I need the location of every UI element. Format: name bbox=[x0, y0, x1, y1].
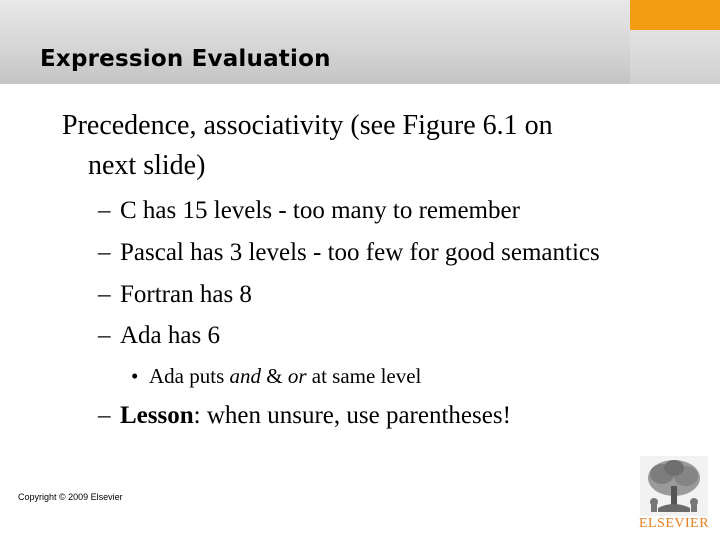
bullet-prefix: Ada puts bbox=[149, 364, 230, 388]
dash-marker: – bbox=[98, 402, 111, 429]
accent-gray-block bbox=[630, 30, 720, 84]
sub-bullet-text: Fortran has 8 bbox=[120, 281, 252, 308]
sub-bullet-fortran bbox=[98, 280, 252, 310]
sub-sub-bullet-ada-level bbox=[131, 362, 421, 390]
copyright-notice: Copyright © 2009 Elsevier bbox=[18, 492, 123, 502]
elsevier-logo bbox=[636, 456, 712, 536]
dash-marker: – bbox=[98, 281, 111, 308]
dash-marker: – bbox=[98, 197, 111, 224]
lesson-text: : when unsure, use parentheses! bbox=[193, 402, 511, 429]
main-bullet-line2: next slide) bbox=[88, 150, 206, 181]
keyword-or: or bbox=[287, 364, 307, 388]
accent-orange-block bbox=[630, 0, 720, 30]
main-bullet-line1: Precedence, associativity (see Figure 6.1 on bbox=[62, 110, 553, 141]
tree-icon bbox=[640, 456, 708, 516]
sub-bullet-lesson bbox=[98, 401, 511, 431]
sub-bullet-text: Ada has 6 bbox=[120, 322, 220, 349]
ampersand: & bbox=[261, 364, 288, 388]
dash-marker: – bbox=[98, 239, 111, 266]
slide-title: Expression Evaluation bbox=[40, 46, 331, 72]
bullet-suffix: at same level bbox=[306, 364, 422, 388]
sub-bullet-text: C has 15 levels - too many to remember bbox=[120, 197, 520, 224]
main-bullet bbox=[62, 106, 553, 186]
keyword-and: and bbox=[229, 364, 261, 388]
lesson-label: Lesson bbox=[120, 402, 194, 429]
bullet-dot: • bbox=[131, 364, 139, 388]
dash-marker: – bbox=[98, 322, 111, 349]
sub-bullet-text: Pascal has 3 levels - too few for good semantics bbox=[120, 239, 600, 266]
sub-bullet-ada bbox=[98, 321, 220, 351]
elsevier-logo-text: ELSEVIER bbox=[638, 516, 710, 531]
sub-bullet-pascal bbox=[98, 238, 600, 268]
sub-bullet-c bbox=[98, 196, 520, 226]
